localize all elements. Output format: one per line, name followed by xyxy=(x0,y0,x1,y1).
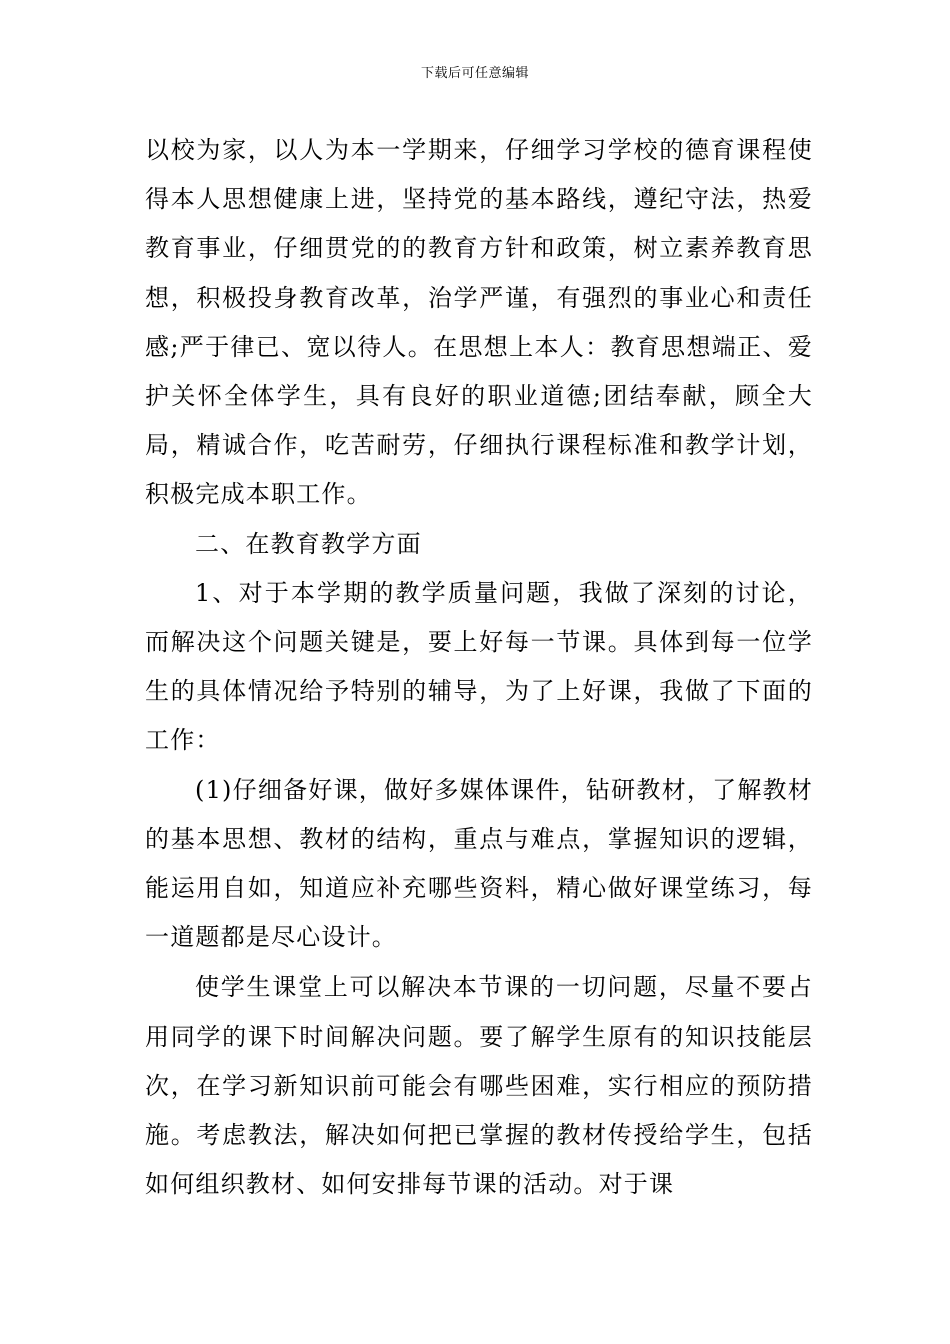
paragraph-teaching-quality: 1、对于本学期的教学质量问题，我做了深刻的讨论，而解决这个问题关键是，要上好每一节课。具体到每一位学生的具体情况给予特别的辅导，为了上好课，我做了下面的工作： xyxy=(145,578,813,755)
document-body xyxy=(145,126,813,1209)
paragraph-conduct: 以校为家，以人为本一学期来，仔细学习学校的德育课程使得本人思想健康上进，坚持党的基本路线，遵纪守法，热爱教育事业，仔细贯党的的教育方针和政策，树立素养教育思想，积极投身教育改革，治学严谨，有强烈的事业心和责任感;严于律已、宽以待人。在思想上本人：教育思想端正、爱护关怀全体学生，具有良好的职业道德;团结奉献，顾全大局，精诚合作，吃苦耐劳，仔细执行课程标准和教学计划，积极完成本职工作。 xyxy=(145,136,813,509)
paragraph-lesson-preparation: (1)仔细备好课，做好多媒体课件，钻研教材，了解教材的基本思想、教材的结构，重点与难点，掌握知识的逻辑，能运用自如，知道应补充哪些资料，精心做好课堂练习，每一道题都是尽心设计。 xyxy=(145,775,813,952)
section-heading-teaching: 二、在教育教学方面 xyxy=(195,529,422,558)
paragraph-classroom-solving: 使学生课堂上可以解决本节课的一切问题，尽量不要占用同学的课下时间解决问题。要了解学生原有的知识技能层次，在学习新知识前可能会有哪些困难，实行相应的预防措施。考虑教法，解决如何把已掌握的教材传授给学生，包括如何组织教材、如何安排每节课的活动。对于课 xyxy=(145,973,813,1199)
page-header: 下载后可任意编辑 xyxy=(420,66,529,81)
